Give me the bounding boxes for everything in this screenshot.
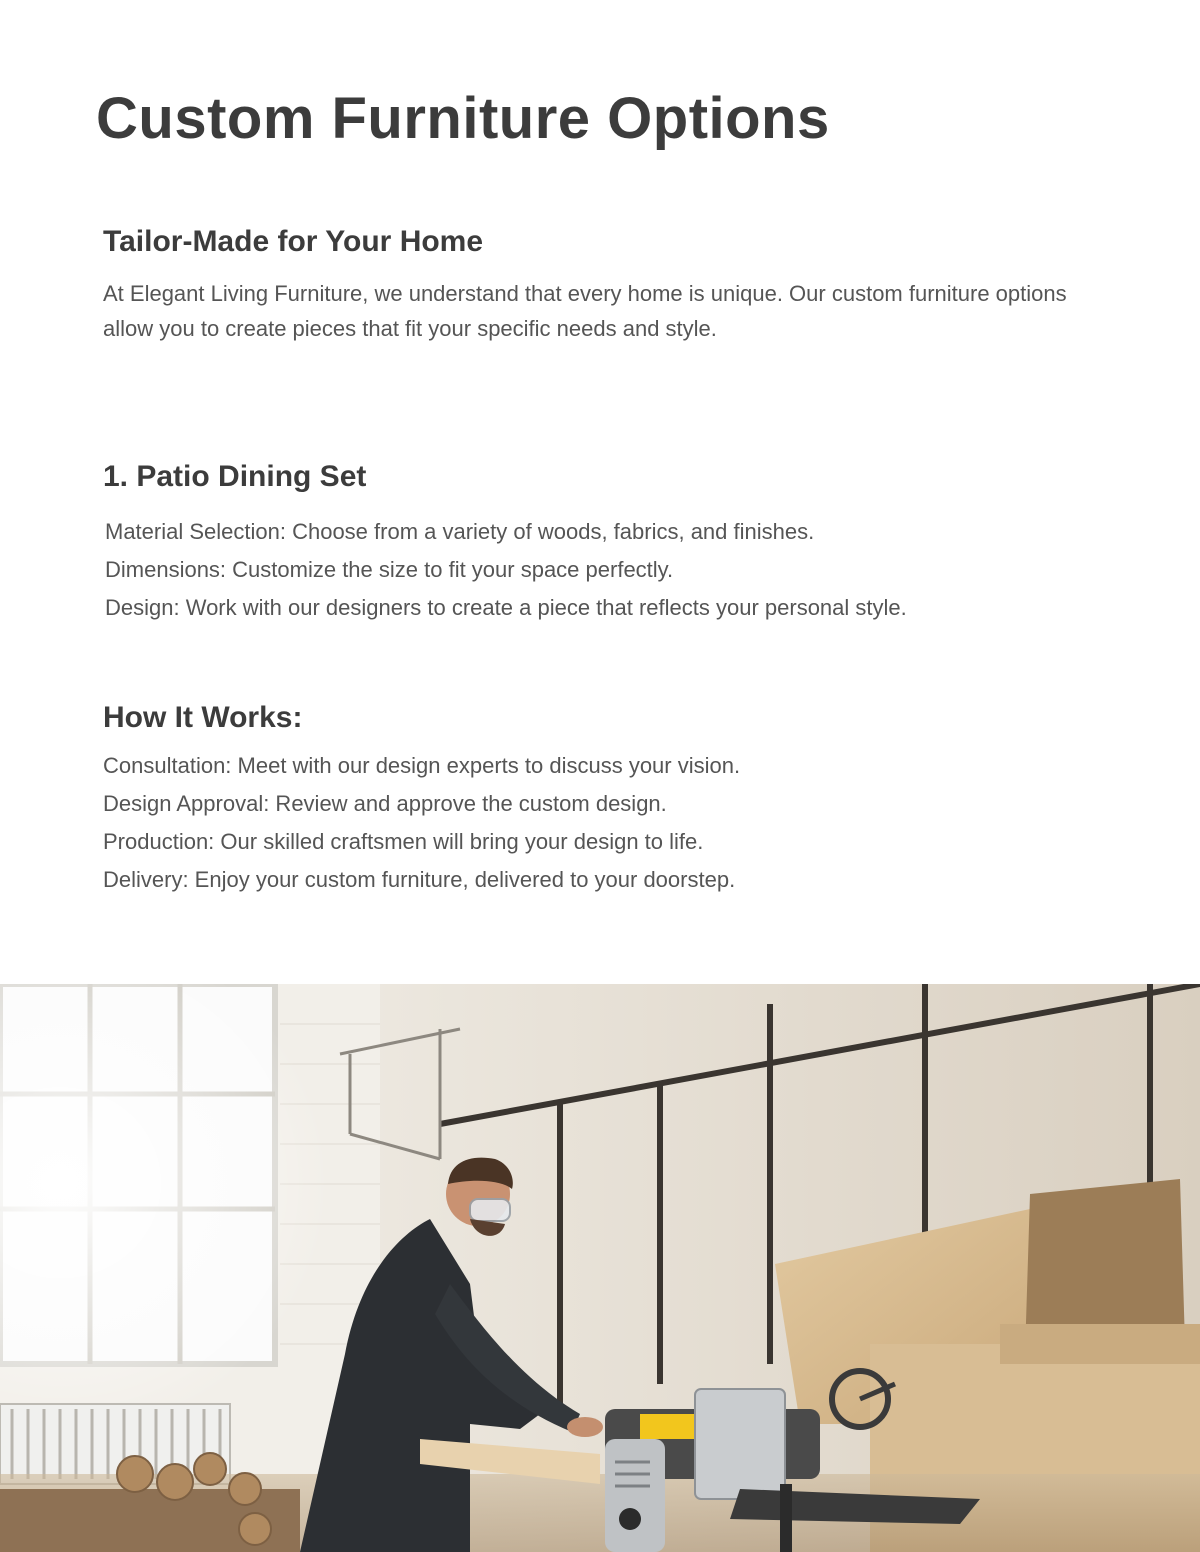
patio-option-design: Design: Work with our designers to create a piece that reflects your personal style.	[105, 595, 907, 620]
step-production: Production: Our skilled craftsmen will bring your design to life.	[103, 829, 704, 854]
how-it-works-list	[103, 747, 740, 899]
intro-heading: Tailor-Made for Your Home	[103, 225, 484, 258]
workshop-photo	[0, 984, 1200, 1552]
patio-options-list	[105, 513, 907, 627]
intro-paragraph: At Elegant Living Furniture, we understand that every home is unique. Our custom furniture options allow you to create pieces that fit your specific needs and style.	[103, 281, 1067, 341]
step-consultation: Consultation: Meet with our design experts to discuss your vision.	[103, 753, 741, 778]
step-delivery: Delivery: Enjoy your custom furniture, delivered to your doorstep.	[103, 867, 736, 892]
workshop-photo-illustration	[0, 984, 1200, 1552]
patio-option-dimensions: Dimensions: Customize the size to fit your space perfectly.	[105, 557, 674, 582]
page-title: Custom Furniture Options	[96, 86, 830, 151]
step-design-approval: Design Approval: Review and approve the custom design.	[103, 791, 667, 816]
how-it-works-heading: How It Works:	[103, 701, 303, 734]
patio-dining-set-heading: 1. Patio Dining Set	[103, 460, 367, 493]
patio-option-material: Material Selection: Choose from a variety of woods, fabrics, and finishes.	[105, 519, 815, 544]
